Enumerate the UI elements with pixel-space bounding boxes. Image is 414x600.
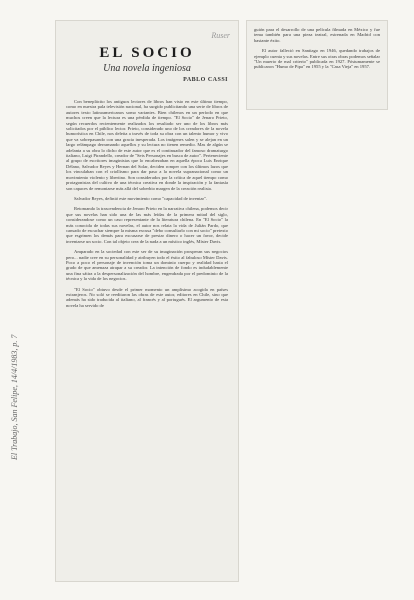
newspaper-clipping xyxy=(55,20,239,582)
continuation-paragraph: El autor falleció en Santiago en 1946, quedando trabajos de ejemplo cuenta y sus novelas. Entre sus otras obras podemos señalar "Un muerto de mal criterio" publicada en 1927. Póstumamente se publicaron "Humo de Pipa" en 1955 y la "Casa Vieja" en 1957. xyxy=(254,48,380,70)
article-title: EL SOCIO xyxy=(99,45,195,61)
article-body xyxy=(66,99,228,313)
continuation-paragraph: guión para el desarrollo de una película filmada en México y fue tema también para una pieza teatral, estrenada en Madrid con bastante éxito. xyxy=(254,27,380,43)
article-paragraph: Amparado en la sociedad con este ser de su imaginación prosperan sus negocios pero... nadie cree en su personalidad y atribuyen todo el éxito al fabuloso Míster Davis. Poco a poco el personaje de invención toma un dominio cuerpo y realidad hasta el grado de que amenaza atrapar a su creador. La intención de fondo es indudablemente una fina sátira a la despersonalización del hombre, engendrada por el predominio de la técnica y la vida de los negocios. xyxy=(66,249,228,282)
article-paragraph: "El Socio" obtuvo desde el primer momento un amplisimo acogida en países extranjeros. No soló se reeditaron las obras de este autor, editores en Chile, sino que además ha sido traducida al italiano, al francés y al portugués. El argumento de esta novela ha servido de xyxy=(66,286,228,308)
handwritten-source-note: El Trabajo, San Felipe, 14/4/1983, p. 7 xyxy=(10,334,19,460)
continuation-body xyxy=(254,27,380,75)
handwritten-mark: Ruser xyxy=(211,31,230,40)
article-byline: PABLO CASSI xyxy=(183,77,228,83)
article-subtitle: Una novela ingeniosa xyxy=(103,63,191,74)
article-paragraph: Retomando la trascendencia de Jenaro Prieto en la narrativa chilena, podemos decir que sus novelas han sido una de las más leídas de la primera mitad del siglo, considerandose como un caso representante de la literatura chilena. En "El Socio" la más conocida de todas sus novelas, el autor nos relata la vida de Julián Pardo, que cansado de escuchar siempre la misma excusa "debo consultarlo con mi socio" pretexto que esgrimen los demás para excusarse de prestar dinero o hacer un favor, decide inventarse un socio. Con tal objeto crea de la nada a un místico inglés, Míster Davis. xyxy=(66,206,228,244)
article-paragraph: Con beneplácito los antiguos lectores de libros han visto en este último tiempo, como en nuestra pala televisión nacional, ha surgido publicitando una serie de libros de autores texto latinoamericanos somo variantes. Bien chilenos en un período en que muchos creen que la lectura es una pérdida de tiempo. "El Socio" de Jenaro Prieto, según recuerdos recientemente realizados los resultado ser uno de los libros más solicitados por el público lector. Prieto, considerado uno de los creadores de la novela humorística en Chile, nos deleita a través de toda su obra con un talento humor y vivo que va sobrepasando con una gracia inesperada. Los imágenes salen y se alejan en un largo relámpago derramando aquellos y su lectura no tienen remedio. Mas de algún se adelanta a su obra lo dicho de este autor que es el continuador del famoso dramaturgo italiano, Luigi Pirandello, creador de "Seis Personajes en busca de autor". Perteneciente al grupo de escritores imaginistas que lo encabezaban en aquella época Luis Enrique Délano, Salvador Reyes y Hernan del Solar, deciden romper con los últimos lazos que los vinculaban con el criollismo para dar paso a la novela supranacional como un movimiento violento y libertino. Son considerados por la crítica de aquel tiempo como protagonistas del cultivo de una técnica creativa en donde la inspiración y la fantasía son capaces de remontarse más allá del soberbio margen de la creación realista. xyxy=(66,99,228,191)
newspaper-clipping-continuation xyxy=(246,20,388,110)
article-paragraph: Salvador Reyes, definió este movimiento como "capacidad de inventar". xyxy=(74,195,208,201)
